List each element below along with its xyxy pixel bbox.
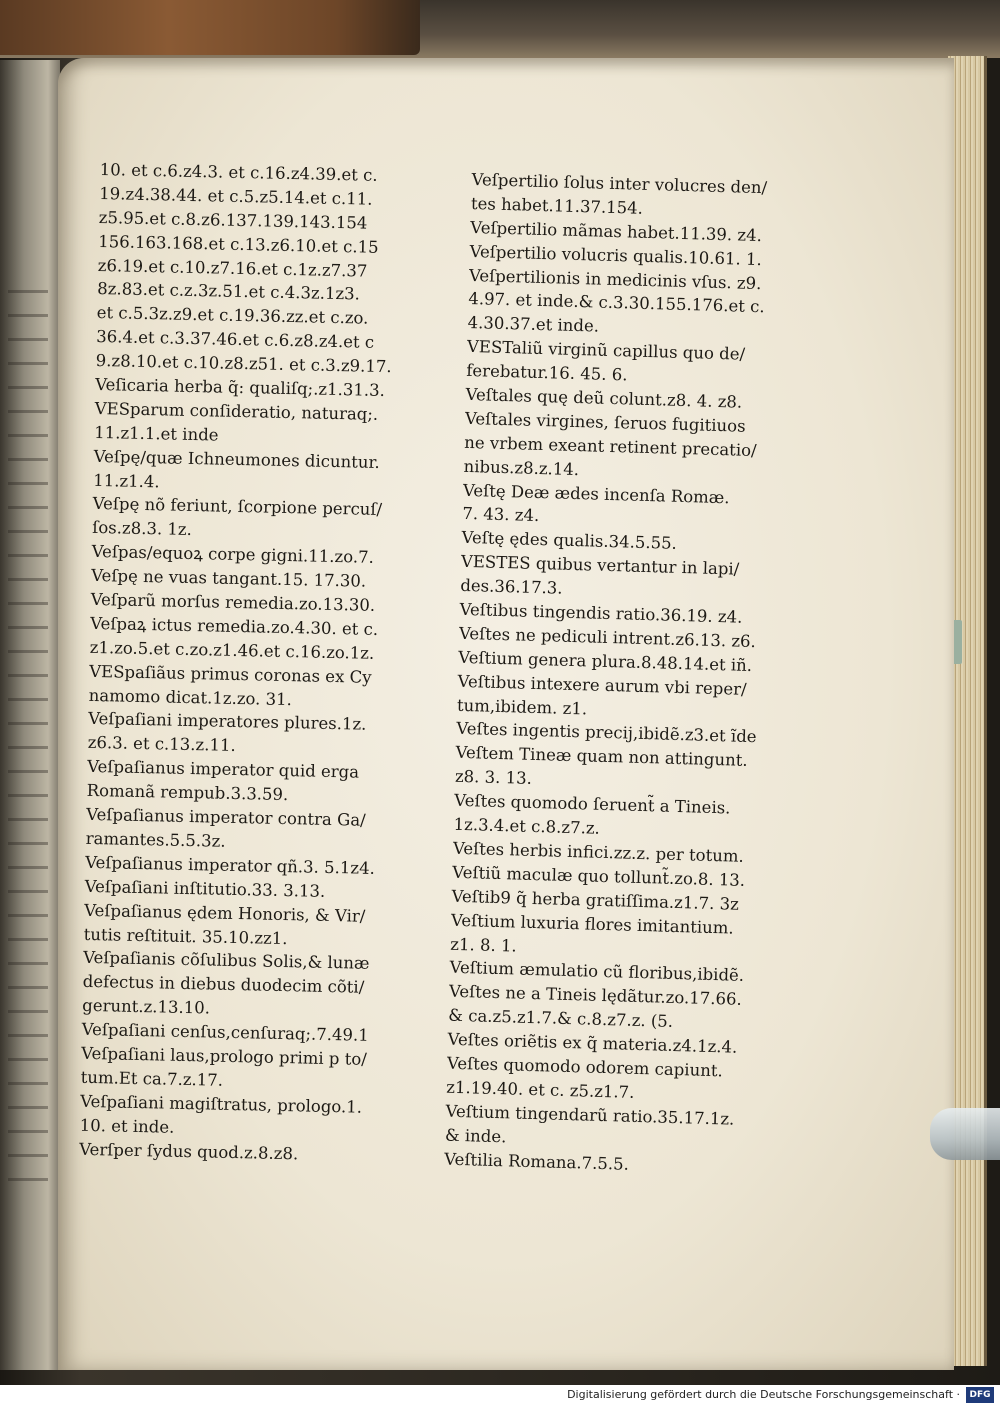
- index-entry-line: Veſpaſianus imperator qñ.3. 5.1z4.: [85, 852, 376, 878]
- index-entry-line: namomo dicat.1z.zo. 31.: [88, 685, 293, 709]
- index-entry-line: z8. 3. 13.: [454, 767, 533, 789]
- index-entry-line: & inde.: [444, 1125, 507, 1146]
- index-entry-line: nibus.z8.z.14.: [463, 456, 580, 479]
- index-entry-line: Veſicaria herba q̃: qualiſq;.z1.31.3.: [95, 374, 386, 401]
- index-entry-line: VESTES quibus vertantur in lapi/: [460, 552, 740, 579]
- index-entry-line: ne vrbem exeant retinent precatio/: [464, 432, 757, 460]
- index-entry-line: Veſpertilio volucris qualis.10.61. 1.: [469, 241, 763, 269]
- index-entry-line: gerunt.z.13.10.: [82, 995, 211, 1018]
- index-entry-line: Veſtium tingendarũ ratio.35.17.1z.: [445, 1101, 735, 1129]
- index-entry-line: VESpaſiãus primus coronas ex Cy: [89, 661, 372, 687]
- index-entry-line: Romanã rempub.3.3.59.: [86, 781, 289, 805]
- index-entry-line: VESTaliũ virginũ capillus quo de/: [466, 337, 746, 364]
- index-entry-line: 156.163.168.et c.13.z6.10.et c.15: [98, 231, 379, 257]
- index-entry-line: 8z.83.et c.z.3z.51.et c.4.3z.1z3.: [97, 279, 361, 304]
- index-entry-line: Veſtium genera plura.8.48.14.et iñ.: [458, 647, 753, 675]
- index-entry-line: Veſtilia Romana.7.5.5.: [444, 1149, 630, 1174]
- index-entry-line: z1.19.40. et c. z5.z1.7.: [446, 1077, 635, 1102]
- index-entry-line: Veſtibus tingendis ratio.36.19. z4.: [459, 599, 743, 627]
- index-entry-line: Veſpaſiani laus,prologo primi p to/: [81, 1043, 368, 1069]
- index-entry-line: Veſtes quomodo ſeruent̃ a Tineis.: [454, 790, 731, 818]
- index-entry-line: Veſtes quomodo odorem capiunt.: [446, 1053, 723, 1081]
- facing-page-edge: [0, 60, 60, 1370]
- index-entry-line: z1. 8. 1.: [450, 934, 517, 956]
- index-entry-line: tum.Et ca.7.z.17.: [80, 1067, 224, 1090]
- index-entry-line: & ca.z5.z1.7.& c.8.z7.z. (5.: [448, 1005, 674, 1032]
- funding-credit: Digitalisierung gefördert durch die Deutsche Forschungsgemeinschaft ·: [567, 1388, 960, 1401]
- index-entry-line: Veſtę Deæ ædes incenſa Romæ.: [462, 480, 730, 507]
- index-entry-line: Veſtium luxuria flores imitantium.: [450, 910, 734, 938]
- index-entry-line: Veſtib9 q̃ herba gratiſſima.z1.7. 3z: [451, 886, 740, 914]
- index-column-left: [79, 158, 396, 1167]
- index-entry-line: Veſtes ne pediculi intrent.z6.13. z6.: [458, 623, 757, 652]
- index-entry-line: 4.97. et inde.& c.3.30.155.176.et c.: [468, 289, 765, 317]
- index-entry-line: Veſpaſiani imperatores plures.1z.: [88, 709, 367, 735]
- index-entry-line: 11.z1.1.et inde: [94, 422, 219, 445]
- index-entry-line: Veſtes oriẽtis ex q̃ materia.z4.1z.4.: [447, 1029, 738, 1057]
- index-entry-line: z5.95.et c.8.z6.137.139.143.154: [98, 207, 368, 233]
- index-entry-line: Veſpertilio ſolus inter volucres den/: [471, 169, 768, 198]
- index-entry-line: Veſpaꝝ ictus remedia.zo.4.30. et c.: [90, 613, 379, 639]
- index-entry-line: Veſtem Tineæ quam non attingunt.: [455, 743, 748, 771]
- index-entry-line: Veſparũ morſus remedia.zo.13.30.: [90, 589, 376, 615]
- dfg-logo-icon: DFG: [966, 1387, 994, 1403]
- index-entry-line: Veſpaſiani magiſtratus, prologo.1.: [80, 1091, 363, 1117]
- index-entry-line: VESparum conſideratio, naturaq;.: [94, 398, 379, 424]
- index-entry-line: Veſtes ingentis precij,ibidẽ.z3.et ĩde: [456, 719, 757, 747]
- page-clamp: [930, 1108, 1000, 1160]
- index-entry-line: Veſpaſiani inſtitutio.33. 3.13.: [84, 876, 326, 901]
- index-entry-line: z6.19.et c.10.z7.16.et c.1z.z7.37: [97, 255, 368, 281]
- index-entry-line: 19.z4.38.44. et c.5.z5.14.et c.11.: [99, 183, 373, 209]
- index-entry-line: Veſpertilio mãmas habet.11.39. z4.: [470, 217, 763, 245]
- index-entry-line: Veſtes herbis infici.zz.z. per totum.: [452, 838, 745, 866]
- index-entry-line: Veſpertilionis in medicinis vſus. z9.: [468, 265, 762, 293]
- index-entry-line: ſos.z8.3. 1z.: [92, 518, 193, 540]
- index-entry-line: Veſtales quę deũ colunt.z8. 4. z8.: [465, 384, 743, 412]
- index-column-right: [444, 168, 772, 1179]
- index-entry-line: 10. et c.6.z4.3. et c.16.z4.39.et c.: [99, 159, 378, 185]
- facing-page-text-bleed: [8, 290, 48, 1190]
- index-entry-line: Veſpaſianus ędem Honoris, & Vir/: [84, 900, 366, 926]
- index-entry-line: Veſtales virgines, ſeruos fugitiuos: [464, 408, 746, 436]
- index-entry-line: Veſpaſianus imperator contra Ga/: [86, 804, 366, 830]
- index-entry-line: Veſpas/equoꝝ corpe gigni.11.zo.7.: [91, 542, 375, 568]
- footer-bar: [0, 1385, 1000, 1406]
- index-entry-line: tes habet.11.37.154.: [470, 193, 644, 218]
- index-entry-line: 9.z8.10.et c.10.z8.z51. et c.3.z9.17.: [95, 351, 392, 377]
- index-entry-line: 7. 43. z4.: [462, 504, 540, 526]
- index-entry-line: Veſtę ędes qualis.34.5.55.: [461, 528, 678, 554]
- index-entry-line: tum,ibidem. z1.: [456, 695, 588, 719]
- index-entry-line: des.36.17.3.: [460, 575, 563, 598]
- leather-spine: [0, 0, 420, 55]
- index-entry-line: et c.5.3z.z9.et c.19.36.zz.et c.zo.: [96, 303, 369, 328]
- index-entry-line: Veſpę ne vuas tangant.15. 17.30.: [91, 566, 367, 591]
- index-entry-line: Verſper ſydus quod.z.8.z8.: [79, 1139, 299, 1163]
- index-entry-line: Veſpę nõ feriunt, ſcorpione percuſ/: [92, 494, 383, 520]
- index-entry-line: tutis reſtituit. 35.10.zz1.: [83, 924, 288, 948]
- index-entry-line: 4.30.37.et inde.: [467, 313, 600, 336]
- index-entry-line: 36.4.et c.3.37.46.et c.6.z8.z4.et c: [96, 327, 375, 353]
- index-entry-line: 11.z1.4.: [93, 470, 160, 491]
- index-entry-line: defectus in diebus duodecim cõti/: [82, 972, 365, 997]
- index-entry-line: ramantes.5.5.3z.: [85, 828, 226, 851]
- index-entry-line: z6.3. et c.13.z.11.: [87, 733, 236, 756]
- index-entry-line: Veſtium æmulatio cũ floribus,ibidẽ.: [449, 958, 745, 986]
- index-entry-line: Veſpę/quæ Ichneumones dicuntur.: [93, 446, 381, 472]
- index-entry-line: Veſpaſianus imperator quid erga: [87, 757, 360, 782]
- index-entry-line: Veſpaſianis cõſulibus Solis,& lunæ: [83, 948, 370, 974]
- index-entry-line: ferebatur.16. 45. 6.: [466, 361, 628, 385]
- index-entry-line: Veſtiũ maculæ quo tollunt̃.zo.8. 13.: [452, 862, 746, 890]
- index-entry-line: z1.zo.5.et c.zo.z1.46.et c.16.zo.1z.: [89, 637, 375, 663]
- index-entry-line: 10. et inde.: [79, 1115, 175, 1137]
- index-entry-line: 1z.3.4.et c.8.z7.z.: [453, 814, 601, 838]
- index-entry-line: Veſtibus intexere aurum vbi reper/: [457, 671, 747, 699]
- index-entry-line: Veſpaſiani cenſus,cenſuraq;.7.49.1: [81, 1019, 369, 1045]
- index-entry-line: Veſtes ne a Tineis lędãtur.zo.17.66.: [448, 981, 742, 1010]
